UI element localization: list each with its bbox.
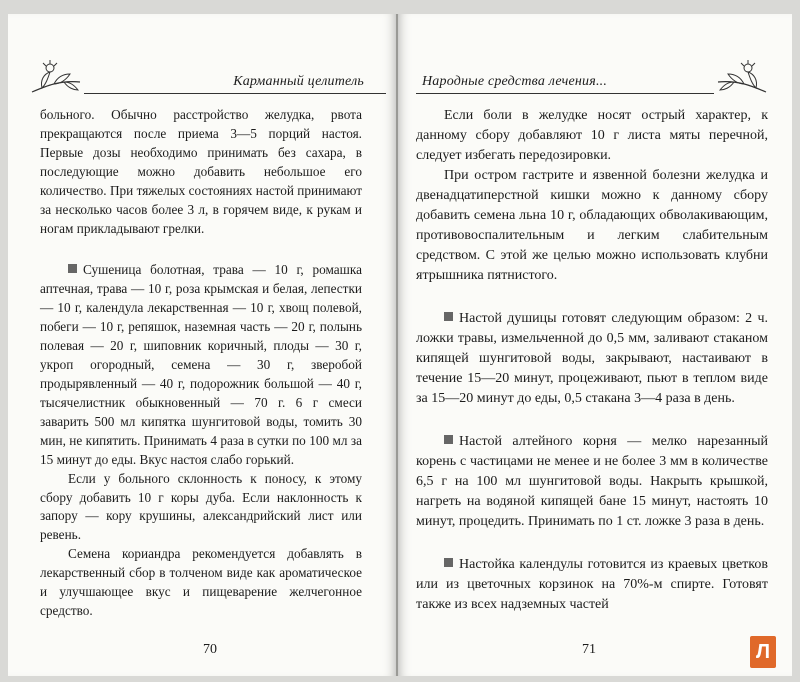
square-bullet-icon: [444, 312, 453, 321]
page-body-text: [416, 106, 768, 615]
right-page: [398, 14, 792, 676]
paragraph: Настойка календулы готовится из краевых цветков или из цветочных корзинок на 70%-м спирте. Готовят также из всех надземных частей: [416, 557, 768, 612]
publisher-badge: Л: [750, 636, 776, 668]
page-body-text: [40, 106, 362, 621]
square-bullet-icon: [444, 558, 453, 567]
paragraph: Настой алтейного корня — мелко нарезанный корень с частицами не менее и не более 3 мм в количестве 6,5 г на 100 мл шунгитовой воды. Накрыть крышкой, нагреть на водяной кипящей бане 15 минут, настоять 10 минут, процедить. Принимать по 1 ст. ложке 3 раза в день.: [416, 434, 768, 529]
flower-branch-icon: [714, 58, 770, 98]
left-page-header: [28, 64, 386, 94]
paragraph: Если у больного склонность к поносу, к этому сбору добавить 10 г коры дуба. Если наклонность к запору — кору крушины, александрийский лист или ревень.: [40, 470, 362, 543]
running-head: Народные средства лечения...: [422, 74, 608, 89]
header-rule: [416, 93, 714, 94]
paragraph: Сушеница болотная, трава — 10 г, ромашка аптечная, трава — 10 г, роза крымская и белая, лепестки — 10 г, календула лекарственная — 10 г, хвощ полевой, побеги — 10 г, репяшок, наземная часть — 20 г, полынь полевая — 20 г, шиповник коричный, плоды — 30 г, укроп огородный, семена — 30 г, зверобой продырявленный — 40 г, подорожник большой — 40 г, тысячелистник обыкновенный — 70 г. 6 г смеси заварить 500 мл кипятка шунгитовой воды, томить 30 мин, не кипятить. Принимать 4 раза в сутки по 100 мл за 15 минут до еды. Вкус настоя слабо горький.: [40, 262, 362, 467]
paragraph: Семена кориандра рекомендуется добавлять в лекарственный сбор в толченом виде как ароматическое и улучшающее вкус и пищеварение желчегонное средство.: [40, 546, 362, 619]
page-number: 70: [203, 642, 217, 657]
paragraph: Если боли в желудке носят острый характер, к данному сбору добавляют 10 г листа мяты перечной, следует избегать передозировки.: [416, 108, 768, 163]
right-page-header: [416, 64, 770, 94]
running-head: Карманный целитель: [233, 74, 364, 89]
header-rule: [84, 93, 386, 94]
page-number: 71: [582, 642, 596, 657]
paragraph: больного. Обычно расстройство желудка, рвота прекращаются после приема 3—5 порций настоя. Первые дозы необходимо принимать без сахара, в последующие можно добавить небольшое его количество. При тяжелых состояниях настой принимают за несколько часов более 3 л, в горячем виде, к рукам и ногам прикладывают грелки.: [40, 107, 362, 236]
square-bullet-icon: [68, 264, 77, 273]
left-page: [8, 14, 396, 676]
paragraph: При остром гастрите и язвенной болезни желудка и двенадцатиперстной кишки можно к данному сбору добавить семена льна 10 г, обладающих обволакивающим, противовоспалительным и легким слабительным средством. С этой же целью можно использовать клубни ятрышника пятнистого.: [416, 168, 768, 283]
paragraph: Настой душицы готовят следующим образом: 2 ч. ложки травы, измельченной до 0,5 мм, заливают стаканом кипящей шунгитовой воды, закрывают, настаивают в течение 15—20 минут, процеживают, пьют в теплом виде за 15—20 минут до еды, 0,5 стакана 3—4 раза в день.: [416, 311, 768, 406]
flower-branch-icon: [28, 58, 84, 98]
square-bullet-icon: [444, 435, 453, 444]
